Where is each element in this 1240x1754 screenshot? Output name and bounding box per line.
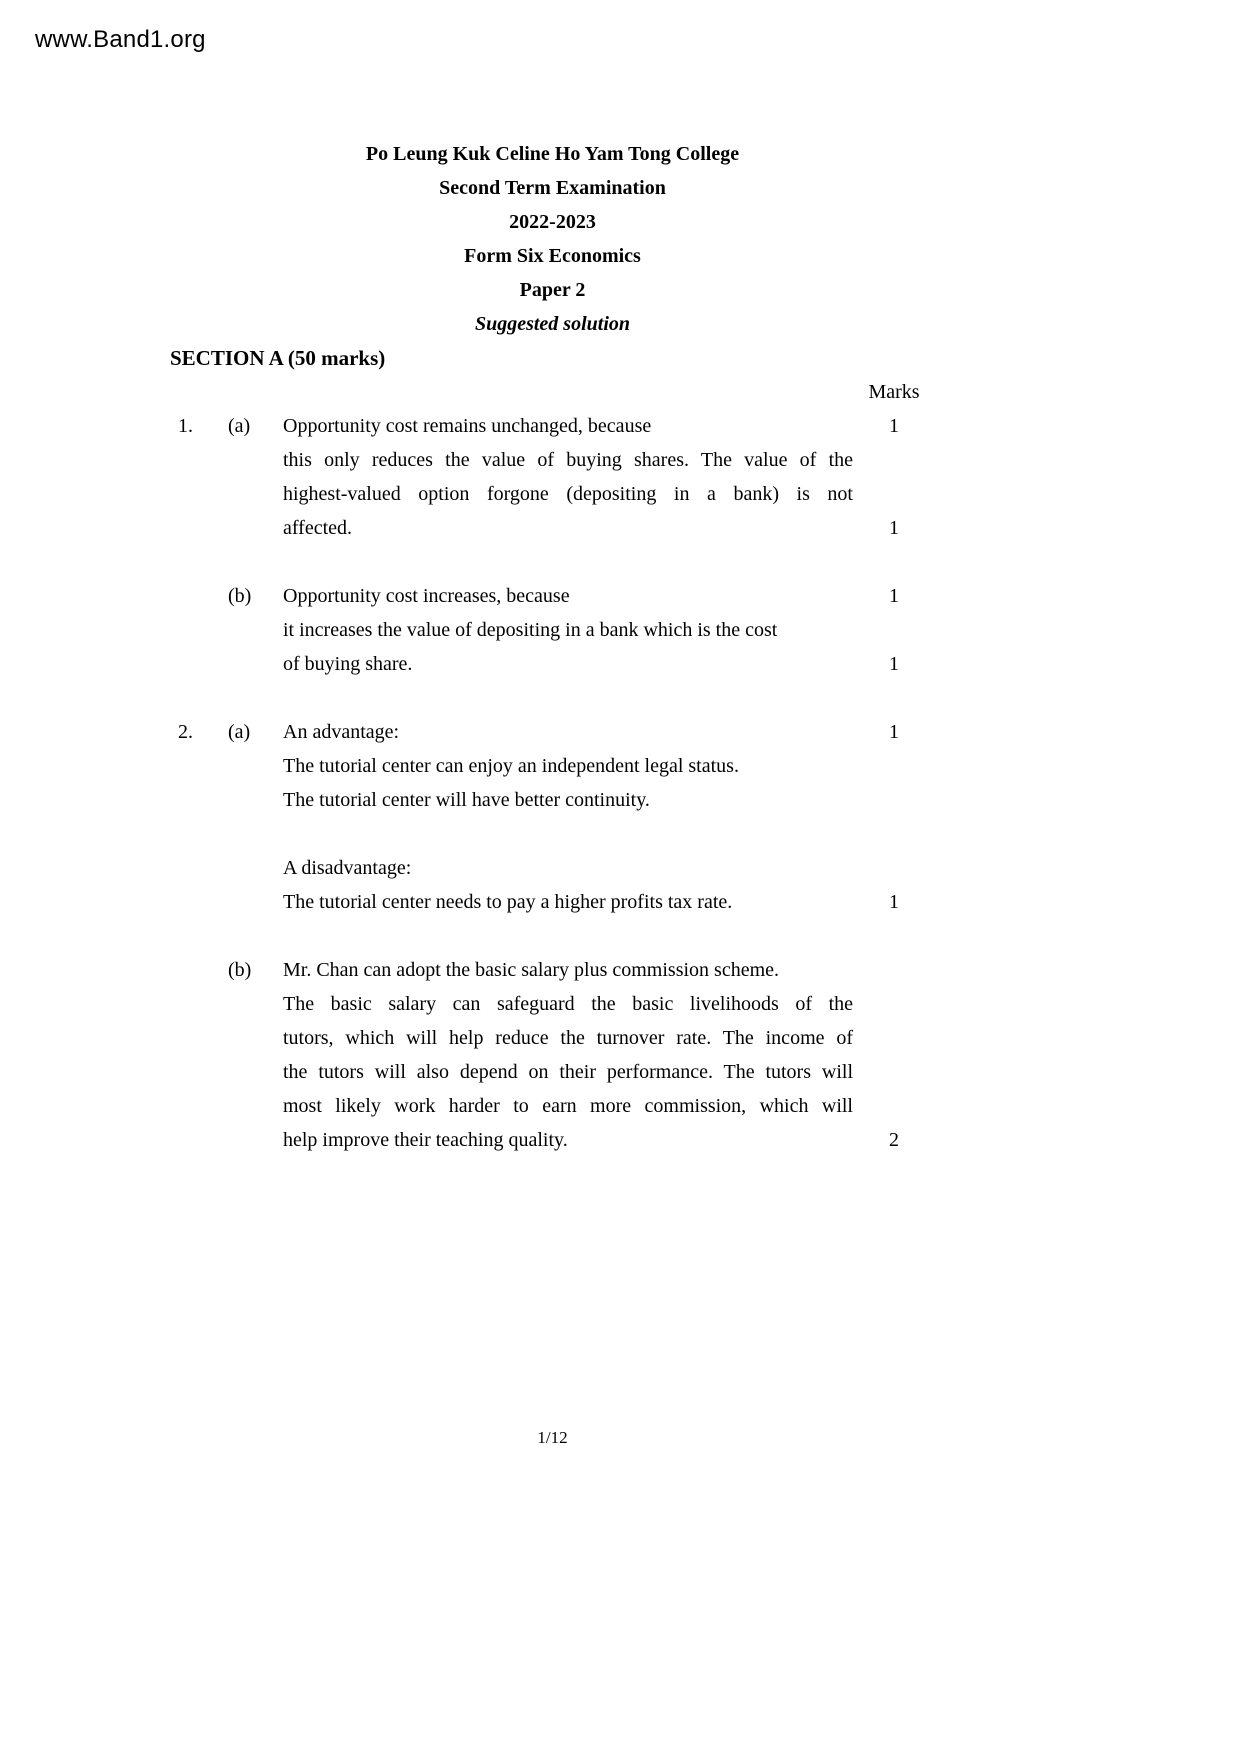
- answer-line: [283, 953, 935, 987]
- answer-text: it increases the value of depositing in a bank which is the cost: [283, 619, 778, 641]
- mark-value: 1: [889, 653, 899, 675]
- answer-line: [283, 613, 935, 647]
- answer-text: A disadvantage:: [283, 857, 412, 879]
- answer-block: [283, 715, 935, 817]
- answer-text: The tutorial center can enjoy an independent legal status.: [283, 755, 739, 777]
- header-paper: Paper 2: [519, 279, 586, 301]
- answer-line: [283, 477, 935, 511]
- mark-value: [853, 1089, 935, 1123]
- page-number: 1/12: [537, 1428, 568, 1447]
- question-1-part-b: [170, 579, 935, 681]
- exam-header: [170, 137, 935, 341]
- answer-text: the tutors will also depend on their performance. The tutors will: [283, 1061, 853, 1083]
- answer-text: tutors, which will help reduce the turnover rate. The income of: [283, 1027, 853, 1049]
- mark-value: [853, 613, 935, 647]
- marks-column-header: Marks: [868, 381, 920, 403]
- part-letter: (a): [228, 721, 251, 743]
- answer-line: [283, 987, 935, 1021]
- answer-text: help improve their teaching quality.: [283, 1129, 568, 1151]
- answer-text: affected.: [283, 517, 353, 539]
- mark-value: [853, 1055, 935, 1089]
- question-2-part-a: [170, 715, 935, 919]
- part-letter: (a): [228, 415, 251, 437]
- question-1-part-a: [170, 409, 935, 545]
- answer-line: [283, 1123, 935, 1157]
- question-2-part-b: [170, 953, 935, 1157]
- answer-line: [283, 1055, 935, 1089]
- answer-text: this only reduces the value of buying shares. The value of the: [283, 449, 853, 471]
- mark-value: 1: [889, 891, 899, 913]
- answer-line: [283, 885, 935, 919]
- part-letter: (b): [228, 585, 252, 607]
- mark-value: 1: [889, 721, 899, 743]
- mark-value: [853, 783, 935, 817]
- answer-text: The tutorial center will have better continuity.: [283, 789, 650, 811]
- answer-line: [283, 579, 935, 613]
- header-college-name: Po Leung Kuk Celine Ho Yam Tong College: [365, 143, 740, 165]
- mark-value: [853, 749, 935, 783]
- answer-text: The basic salary can safeguard the basic livelihoods of the: [283, 993, 853, 1015]
- answer-line: [283, 443, 935, 477]
- answer-text: An advantage:: [283, 721, 400, 743]
- answer-body: [283, 409, 935, 545]
- question-number: 2.: [178, 721, 193, 743]
- part-letter: (b): [228, 959, 252, 981]
- answer-line: [283, 715, 935, 749]
- answer-text: Opportunity cost remains unchanged, because: [283, 415, 652, 437]
- mark-value: [853, 1021, 935, 1055]
- mark-value: [853, 443, 935, 477]
- answer-block: [283, 579, 935, 681]
- mark-value: 1: [889, 415, 899, 437]
- mark-value: [853, 851, 935, 885]
- answer-line: [283, 1089, 935, 1123]
- answer-line: [283, 409, 935, 443]
- watermark-text: www.Band1.org: [35, 26, 206, 53]
- mark-value: 2: [889, 1129, 899, 1151]
- answer-body: [283, 715, 935, 919]
- answer-line: [283, 511, 935, 545]
- answer-line: [283, 783, 935, 817]
- document-page: [170, 137, 935, 1191]
- answer-line: [283, 647, 935, 681]
- answer-block: [283, 409, 935, 545]
- answer-text: of buying share.: [283, 653, 413, 675]
- answer-text: highest-valued option forgone (depositing in a bank) is not: [283, 483, 853, 505]
- answer-body: [283, 579, 935, 681]
- answer-line: [283, 749, 935, 783]
- answer-body: [283, 953, 935, 1157]
- answer-block: [283, 953, 935, 1157]
- answer-text: Mr. Chan can adopt the basic salary plus commission scheme.: [283, 959, 780, 981]
- answer-line: [283, 851, 935, 885]
- mark-value: [853, 953, 935, 987]
- answer-text: Opportunity cost increases, because: [283, 585, 570, 607]
- mark-value: [853, 987, 935, 1021]
- mark-value: 1: [889, 517, 899, 539]
- header-year: 2022-2023: [509, 211, 596, 233]
- section-title: SECTION A (50 marks): [170, 346, 386, 370]
- mark-value: [853, 477, 935, 511]
- mark-value: 1: [889, 585, 899, 607]
- answer-line: [283, 1021, 935, 1055]
- answer-text: The tutorial center needs to pay a higher profits tax rate.: [283, 891, 733, 913]
- answer-text: most likely work harder to earn more commission, which will: [283, 1095, 853, 1117]
- question-number: 1.: [178, 415, 193, 437]
- header-subtitle: Suggested solution: [474, 313, 631, 335]
- header-subject: Form Six Economics: [464, 245, 641, 267]
- header-exam-name: Second Term Examination: [439, 177, 666, 199]
- answer-block: [283, 851, 935, 919]
